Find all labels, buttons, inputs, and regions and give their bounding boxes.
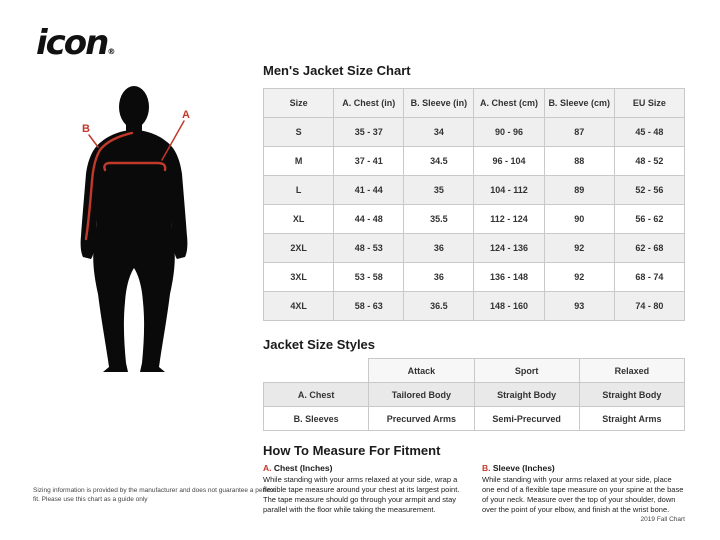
cell: 74 - 80 [614, 292, 684, 321]
cell: 58 - 63 [334, 292, 404, 321]
col-header-chest-in: A. Chest (in) [334, 89, 404, 118]
cell: 88 [544, 147, 614, 176]
measurement-figure [55, 80, 255, 430]
table-row-4xl [264, 292, 685, 321]
cell: Straight Body [579, 383, 684, 407]
cell: 92 [544, 263, 614, 292]
cell: 96 - 104 [474, 147, 544, 176]
registered-mark: ® [107, 47, 116, 56]
icon-logo [36, 23, 116, 63]
styles-chart-table [263, 358, 685, 431]
sizing-disclaimer: Sizing information is provided by the manufacturer and does not guarantee a perfect fit. Please use this chart as a guide only [33, 487, 276, 503]
label-b-pointer-line [89, 135, 98, 147]
styles-chart-title: Jacket Size Styles [263, 337, 376, 352]
table-row-3xl [264, 263, 685, 292]
col-header-eu-size: EU Size [614, 89, 684, 118]
cell: 4XL [264, 292, 334, 321]
cell: S [264, 118, 334, 147]
measure-sleeve-label: B. [482, 463, 491, 473]
cell: B. Sleeves [264, 407, 369, 431]
cell: XL [264, 205, 334, 234]
col-header-relaxed: Relaxed [579, 359, 684, 383]
cell: 124 - 136 [474, 234, 544, 263]
col-header-attack: Attack [369, 359, 474, 383]
cell: 148 - 160 [474, 292, 544, 321]
col-header-chest-cm: A. Chest (cm) [474, 89, 544, 118]
cell: 93 [544, 292, 614, 321]
col-header-sleeve-cm: B. Sleeve (cm) [544, 89, 614, 118]
size-chart-table [263, 88, 685, 321]
blank-corner-cell [264, 359, 369, 383]
cell: 90 - 96 [474, 118, 544, 147]
figure-head [119, 86, 149, 128]
cell: 2XL [264, 234, 334, 263]
cell: 34.5 [404, 147, 474, 176]
cell: 112 - 124 [474, 205, 544, 234]
col-header-size: Size [264, 89, 334, 118]
cell: 53 - 58 [334, 263, 404, 292]
cell: 62 - 68 [614, 234, 684, 263]
cell: 35 - 37 [334, 118, 404, 147]
col-header-sport: Sport [474, 359, 579, 383]
male-silhouette-graphic [55, 80, 255, 430]
size-chart-title: Men's Jacket Size Chart [263, 63, 411, 78]
measure-chest-label: A. [263, 463, 272, 473]
cell: Precurved Arms [369, 407, 474, 431]
cell: 52 - 56 [614, 176, 684, 205]
cell: 3XL [264, 263, 334, 292]
size-chart-header-row [264, 89, 685, 118]
cell: 92 [544, 234, 614, 263]
cell: L [264, 176, 334, 205]
cell: 87 [544, 118, 614, 147]
measure-chest-heading-text: Chest (Inches) [273, 463, 333, 473]
styles-header-row [264, 359, 685, 383]
measure-sleeve-body: While standing with your arms relaxed at your side, place one end of a flexible tape measure on your spine at the base of your neck. Measure over the top of your shoulder, down over the point of your elbow, and finish at the wrist bone. [482, 475, 684, 514]
cell: Straight Arms [579, 407, 684, 431]
cell: 44 - 48 [334, 205, 404, 234]
cell: 36.5 [404, 292, 474, 321]
measure-chest-heading [263, 463, 466, 473]
cell: 35.5 [404, 205, 474, 234]
table-row-m [264, 147, 685, 176]
col-header-sleeve-in: B. Sleeve (in) [404, 89, 474, 118]
cell: 68 - 74 [614, 263, 684, 292]
measure-chest-column [263, 463, 466, 515]
cell: Semi-Precurved [474, 407, 579, 431]
cell: 45 - 48 [614, 118, 684, 147]
cell: A. Chest [264, 383, 369, 407]
table-row-s [264, 118, 685, 147]
cell: 89 [544, 176, 614, 205]
measure-sleeve-heading [482, 463, 685, 473]
cell: Straight Body [474, 383, 579, 407]
icon-logo-text: icon [36, 23, 108, 63]
cell: Tailored Body [369, 383, 474, 407]
cell: 37 - 41 [334, 147, 404, 176]
styles-row-chest [264, 383, 685, 407]
styles-row-sleeves [264, 407, 685, 431]
cell: M [264, 147, 334, 176]
cell: 34 [404, 118, 474, 147]
cell: 48 - 53 [334, 234, 404, 263]
table-row-xl [264, 205, 685, 234]
figure-label-b: B [82, 123, 90, 135]
chart-version: 2019 Fall Chart [640, 516, 685, 523]
table-row-2xl [264, 234, 685, 263]
measure-sleeve-column [482, 463, 685, 515]
cell: 104 - 112 [474, 176, 544, 205]
measure-title: How To Measure For Fitment [263, 443, 441, 458]
table-row-l [264, 176, 685, 205]
figure-label-a: A [182, 109, 190, 121]
cell: 90 [544, 205, 614, 234]
cell: 36 [404, 263, 474, 292]
measure-instructions [263, 463, 685, 515]
cell: 136 - 148 [474, 263, 544, 292]
cell: 56 - 62 [614, 205, 684, 234]
cell: 36 [404, 234, 474, 263]
measure-chest-body: While standing with your arms relaxed at your side, wrap a flexible tape measure around your chest at its largest point. The tape measure should go through your armpit and stay parallel with the floor while taking the measurement. [263, 475, 460, 514]
cell: 48 - 52 [614, 147, 684, 176]
measure-sleeve-heading-text: Sleeve (Inches) [492, 463, 555, 473]
cell: 41 - 44 [334, 176, 404, 205]
cell: 35 [404, 176, 474, 205]
